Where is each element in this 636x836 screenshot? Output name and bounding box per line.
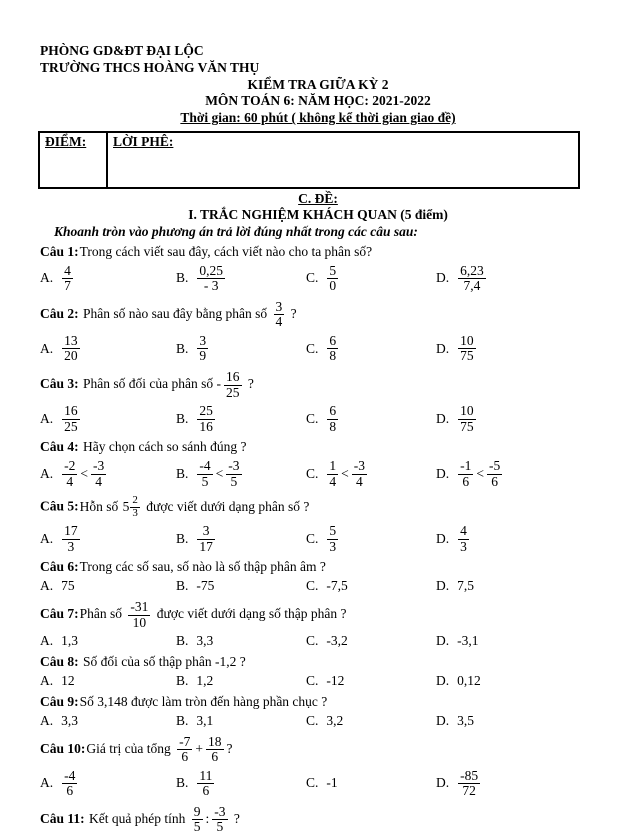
- option-label: A.: [40, 775, 54, 791]
- option-label: C.: [306, 340, 319, 356]
- option-label: C.: [306, 578, 319, 594]
- question-stem: [40, 244, 596, 261]
- fraction-denominator: 3: [62, 539, 80, 555]
- fraction-denominator: 17: [199, 538, 213, 554]
- question: [40, 439, 596, 490]
- question-label: Câu 6:: [40, 559, 79, 575]
- question-stem: [40, 559, 596, 576]
- question-stem: [40, 599, 596, 631]
- option-label: C.: [306, 465, 319, 481]
- stem-text: 3,2: [326, 712, 344, 728]
- stem-text: :: [205, 811, 210, 827]
- remark-cell: [107, 132, 579, 188]
- option: [176, 713, 306, 730]
- stem-text: 1,2: [196, 672, 214, 688]
- fraction-denominator: 6: [197, 783, 214, 799]
- fraction-denominator: 6: [206, 749, 224, 765]
- option: [436, 333, 596, 365]
- fraction-denominator: 7,4: [458, 278, 486, 294]
- option: [176, 523, 306, 555]
- option: [436, 263, 596, 295]
- option-label: A.: [40, 672, 54, 688]
- stem-text: <: [215, 465, 224, 481]
- options-row: [40, 458, 596, 490]
- stem-text: 7,5: [457, 578, 474, 594]
- stem-text: Số đối của số thập phân -1,2 ?: [79, 654, 246, 670]
- fraction-denominator: 4: [62, 474, 77, 490]
- fraction-denominator: 3: [132, 507, 138, 520]
- stem-text: +: [195, 740, 203, 756]
- option-label: A.: [40, 530, 54, 546]
- fraction: [62, 459, 77, 489]
- question: [40, 299, 596, 365]
- fraction: [130, 495, 140, 520]
- stem-text: -1: [326, 775, 338, 791]
- question-stem: [40, 299, 596, 331]
- option-label: A.: [40, 578, 54, 594]
- option-label: D.: [436, 633, 450, 649]
- exam-subject: MÔN TOÁN 6: NĂM HỌC: 2021-2022: [205, 93, 431, 109]
- fraction-numerator: 10: [460, 332, 474, 348]
- question: [40, 654, 596, 690]
- fraction: [197, 334, 208, 364]
- option-label: D.: [436, 340, 450, 356]
- fraction-denominator: 10: [128, 615, 150, 631]
- fraction-numerator: 16: [64, 403, 78, 419]
- fraction: [274, 300, 285, 330]
- option-label: B.: [176, 270, 189, 286]
- question-stem: [40, 494, 596, 521]
- option: [176, 333, 306, 365]
- fraction: [62, 769, 77, 799]
- option: [436, 523, 596, 555]
- option: [176, 458, 306, 490]
- fraction-denominator: 9: [199, 348, 207, 364]
- stem-text: Số 3,148 được làm tròn đến hàng phần chục ?: [79, 693, 328, 709]
- fraction-numerator: 18: [208, 733, 222, 749]
- options-row: [40, 578, 596, 595]
- question-stem: [40, 694, 596, 711]
- question: [40, 559, 596, 595]
- stem-text: <: [80, 465, 88, 481]
- option: [40, 633, 176, 650]
- fraction: [197, 524, 215, 554]
- fraction-numerator: -7: [179, 733, 191, 749]
- fraction: [327, 334, 338, 364]
- fraction-numerator: 9: [193, 803, 201, 819]
- fraction-denominator: 6: [487, 474, 502, 490]
- stem-text: Phân số nào sau đây bằng phân số: [79, 305, 271, 321]
- stem-text: Giá trị của tổng: [86, 740, 175, 756]
- fraction: [458, 334, 476, 364]
- fraction-denominator: 75: [460, 418, 474, 434]
- exam-title: KIỂM TRA GIỮA KỲ 2: [247, 76, 389, 92]
- question-stem: [40, 804, 596, 836]
- stem-text: Kết quả phép tính: [85, 811, 189, 827]
- option: [306, 768, 436, 800]
- option-label: A.: [40, 270, 54, 286]
- question-stem: [40, 734, 596, 766]
- option-label: B.: [176, 633, 189, 649]
- option-label: A.: [40, 633, 54, 649]
- option: [176, 263, 306, 295]
- option-label: A.: [40, 712, 54, 728]
- option-label: D.: [436, 712, 450, 728]
- option-label: D.: [436, 270, 450, 286]
- fraction: [458, 769, 480, 799]
- fraction-numerator: 1: [329, 458, 337, 474]
- question-label: Câu 10:: [40, 740, 86, 756]
- question: [40, 694, 596, 730]
- option: [436, 673, 596, 690]
- fraction-numerator: -3: [353, 458, 366, 474]
- fraction: [327, 264, 338, 294]
- option-label: B.: [176, 530, 189, 546]
- stem-text: -75: [196, 578, 215, 594]
- fraction-denominator: - 3: [197, 278, 225, 294]
- option: [436, 713, 596, 730]
- option: [40, 333, 176, 365]
- stem-text: -3,1: [457, 633, 479, 649]
- option-label: C.: [306, 270, 319, 286]
- question-stem: [40, 369, 596, 401]
- fraction-denominator: 6: [62, 783, 77, 799]
- score-label: ĐIỂM:: [45, 134, 87, 150]
- fraction: [206, 735, 224, 765]
- options-row: [40, 633, 596, 650]
- options-row: [40, 333, 596, 365]
- fraction-numerator: 3: [202, 523, 210, 539]
- option: [306, 263, 436, 295]
- option: [306, 713, 436, 730]
- stem-text: ?: [226, 740, 233, 756]
- stem-text: ?: [287, 305, 297, 321]
- option: [436, 633, 596, 650]
- option: [306, 633, 436, 650]
- fraction: [62, 404, 80, 434]
- option-label: B.: [176, 672, 189, 688]
- fraction: [352, 459, 367, 489]
- fraction-denominator: 4: [352, 474, 367, 490]
- fraction: [327, 524, 338, 554]
- stem-text: 12: [61, 672, 75, 688]
- options-row: [40, 713, 596, 730]
- fraction-denominator: 3: [329, 538, 337, 554]
- option: [176, 403, 306, 435]
- option-label: C.: [306, 633, 319, 649]
- option: [40, 768, 176, 800]
- option-label: D.: [436, 672, 450, 688]
- question: [40, 369, 596, 435]
- fraction-denominator: 16: [199, 418, 213, 434]
- score-table: [38, 131, 580, 189]
- question-label: Câu 9:: [40, 693, 79, 709]
- stem-text: -7,5: [326, 578, 348, 594]
- fraction-denominator: 0: [329, 278, 337, 294]
- fraction: [62, 334, 80, 364]
- fraction-denominator: 6: [177, 749, 192, 765]
- fraction-numerator: 10: [460, 403, 474, 419]
- fraction-numerator: 11: [199, 767, 213, 783]
- question-stem: [40, 439, 596, 456]
- options-row: [40, 263, 596, 295]
- fraction-numerator: 0,25: [199, 262, 224, 278]
- option: [176, 768, 306, 800]
- options-row: [40, 673, 596, 690]
- instruction-line: Khoanh tròn vào phương án trả lời đúng nhất trong các câu sau:: [54, 224, 418, 240]
- option-label: D.: [436, 775, 450, 791]
- fraction: [458, 459, 473, 489]
- question: [40, 599, 596, 650]
- fraction-denominator: 75: [460, 348, 474, 364]
- fraction-numerator: 25: [199, 403, 213, 419]
- fraction: [224, 370, 242, 400]
- question: [40, 734, 596, 800]
- fraction-numerator: -3: [228, 458, 240, 474]
- fraction-denominator: 8: [329, 348, 337, 364]
- fraction-numerator: 17: [64, 523, 78, 539]
- question: [40, 494, 596, 555]
- option-label: B.: [176, 712, 189, 728]
- option-label: A.: [40, 465, 54, 481]
- option-label: D.: [436, 578, 450, 594]
- fraction-numerator: 3: [199, 332, 207, 348]
- question-stem: [40, 654, 596, 671]
- stem-text: Phân số: [79, 606, 126, 622]
- stem-text: <: [476, 465, 484, 481]
- fraction-denominator: 3: [460, 538, 467, 554]
- question: [40, 804, 596, 836]
- option-label: D.: [436, 465, 450, 481]
- option-label: B.: [176, 578, 189, 594]
- fraction-numerator: 5: [329, 262, 337, 278]
- question-label: Câu 1:: [40, 243, 79, 259]
- fraction-denominator: 7: [64, 278, 71, 294]
- question-label: Câu 3:: [40, 376, 79, 392]
- option-label: C.: [306, 410, 319, 426]
- fraction-numerator: -2: [64, 458, 76, 474]
- fraction: [458, 524, 469, 554]
- option: [306, 578, 436, 595]
- stem-text: ?: [244, 376, 254, 392]
- fraction: [91, 459, 106, 489]
- fraction: [62, 264, 73, 294]
- fraction-numerator: -3: [93, 458, 105, 474]
- stem-text: 3,1: [196, 712, 214, 728]
- fraction: [62, 524, 80, 554]
- fraction-denominator: 25: [226, 384, 240, 400]
- fraction-numerator: -4: [199, 458, 211, 474]
- stem-text: ?: [230, 811, 240, 827]
- fraction-denominator: 4: [91, 474, 106, 490]
- fraction-numerator: 5: [329, 523, 337, 539]
- department-name: PHÒNG GD&ĐT ĐẠI LỘC: [40, 43, 204, 58]
- fraction-numerator: 4: [64, 262, 71, 278]
- stem-text: <: [341, 465, 349, 481]
- fraction-denominator: 4: [329, 473, 337, 489]
- option: [436, 578, 596, 595]
- fraction-denominator: 6: [458, 474, 473, 490]
- option-label: C.: [306, 775, 319, 791]
- stem-text: Hỗn số: [79, 498, 122, 514]
- fraction-numerator: -85: [460, 767, 479, 783]
- question-label: Câu 7:: [40, 606, 79, 622]
- fraction-denominator: 5: [197, 474, 212, 490]
- option-label: C.: [306, 530, 319, 546]
- fraction-denominator: 5: [212, 819, 227, 835]
- option-label: C.: [306, 672, 319, 688]
- fraction: [197, 769, 214, 799]
- fraction-numerator: 2: [132, 494, 138, 507]
- fraction-numerator: 16: [226, 369, 240, 385]
- score-cell: [39, 132, 107, 188]
- option: [306, 673, 436, 690]
- stem-text: 1,3: [61, 633, 78, 649]
- stem-text: Trong các số sau, số nào là số thập phân âm ?: [79, 559, 326, 575]
- option: [176, 633, 306, 650]
- stem-text: 3,3: [61, 712, 78, 728]
- option: [40, 578, 176, 595]
- option: [40, 673, 176, 690]
- fraction: [212, 805, 227, 835]
- stem-text: Hãy chọn cách so sánh đúng ?: [79, 439, 247, 455]
- option-label: A.: [40, 340, 54, 356]
- option: [436, 768, 596, 800]
- options-row: [40, 523, 596, 555]
- option: [40, 713, 176, 730]
- fraction-numerator: -31: [130, 599, 149, 615]
- stem-text: 3,3: [196, 633, 214, 649]
- question-label: Câu 8:: [40, 654, 79, 670]
- stem-text: 0,12: [457, 672, 481, 688]
- option-label: C.: [306, 712, 319, 728]
- option-label: B.: [176, 775, 189, 791]
- option: [306, 458, 436, 490]
- question-label: Câu 11:: [40, 811, 85, 827]
- stem-text: Phân số đối của phân số -: [79, 376, 221, 392]
- question-label: Câu 5:: [40, 498, 79, 514]
- questions-list: [40, 244, 596, 836]
- fraction: [197, 264, 225, 294]
- fraction: [197, 404, 215, 434]
- fraction-denominator: 8: [329, 418, 337, 434]
- question-label: Câu 4:: [40, 439, 79, 455]
- fraction-numerator: 6: [329, 332, 337, 348]
- fraction-numerator: -3: [214, 803, 226, 819]
- option: [176, 673, 306, 690]
- stem-text: -12: [326, 672, 345, 688]
- option: [306, 403, 436, 435]
- options-row: [40, 768, 596, 800]
- mixed-number: [123, 494, 142, 521]
- fraction: [197, 459, 212, 489]
- stem-text: được viết dưới dạng số thập phân ?: [153, 606, 347, 622]
- fraction-denominator: 5: [226, 474, 241, 490]
- fraction-numerator: 6,23: [460, 262, 484, 278]
- stem-text: 3,5: [457, 712, 474, 728]
- fraction-numerator: 4: [460, 523, 467, 539]
- fraction: [327, 459, 338, 489]
- school-name: TRƯỜNG THCS HOÀNG VĂN THỤ: [40, 60, 260, 76]
- stem-text: -3,2: [326, 633, 348, 649]
- question: [40, 244, 596, 295]
- option-label: D.: [436, 530, 450, 546]
- option: [436, 458, 596, 490]
- option-label: A.: [40, 410, 54, 426]
- option: [40, 458, 176, 490]
- fraction: [458, 404, 476, 434]
- fraction: [192, 805, 203, 835]
- fraction-numerator: 13: [64, 332, 78, 348]
- fraction: [327, 404, 338, 434]
- fraction-denominator: 4: [275, 314, 283, 330]
- fraction: [487, 459, 502, 489]
- section-part1-heading: I. TRẮC NGHIỆM KHÁCH QUAN (5 điểm): [188, 207, 448, 223]
- fraction-numerator: 3: [275, 298, 283, 314]
- fraction: [226, 459, 241, 489]
- option: [306, 523, 436, 555]
- fraction-denominator: 5: [193, 819, 201, 835]
- stem-text: 75: [61, 578, 75, 594]
- fraction: [177, 735, 192, 765]
- remark-label: LỜI PHÊ:: [113, 134, 174, 150]
- option-label: B.: [176, 340, 189, 356]
- option: [306, 333, 436, 365]
- options-row: [40, 403, 596, 435]
- option: [40, 403, 176, 435]
- exam-duration: Thời gian: 60 phút ( không kể thời gian giao đề): [180, 110, 456, 126]
- option: [40, 263, 176, 295]
- option-label: D.: [436, 410, 450, 426]
- option-label: B.: [176, 410, 189, 426]
- fraction-numerator: -5: [489, 458, 501, 474]
- option-label: B.: [176, 465, 189, 481]
- fraction-denominator: 25: [64, 418, 78, 434]
- fraction-numerator: -1: [460, 458, 472, 474]
- question-label: Câu 2:: [40, 305, 79, 321]
- fraction-denominator: 72: [458, 783, 480, 799]
- option: [176, 578, 306, 595]
- section-c-heading: C. ĐỀ:: [298, 191, 338, 207]
- stem-text: Trong cách viết sau đây, cách viết nào cho ta phân số?: [79, 243, 373, 259]
- option: [40, 523, 176, 555]
- fraction-numerator: 6: [329, 403, 337, 419]
- fraction: [128, 600, 150, 630]
- fraction-numerator: -4: [64, 767, 76, 783]
- mixed-whole-part: 5: [122, 499, 130, 515]
- fraction: [458, 264, 486, 294]
- stem-text: được viết dưới dạng phân số ?: [142, 498, 310, 514]
- fraction-denominator: 20: [64, 348, 78, 364]
- option: [436, 403, 596, 435]
